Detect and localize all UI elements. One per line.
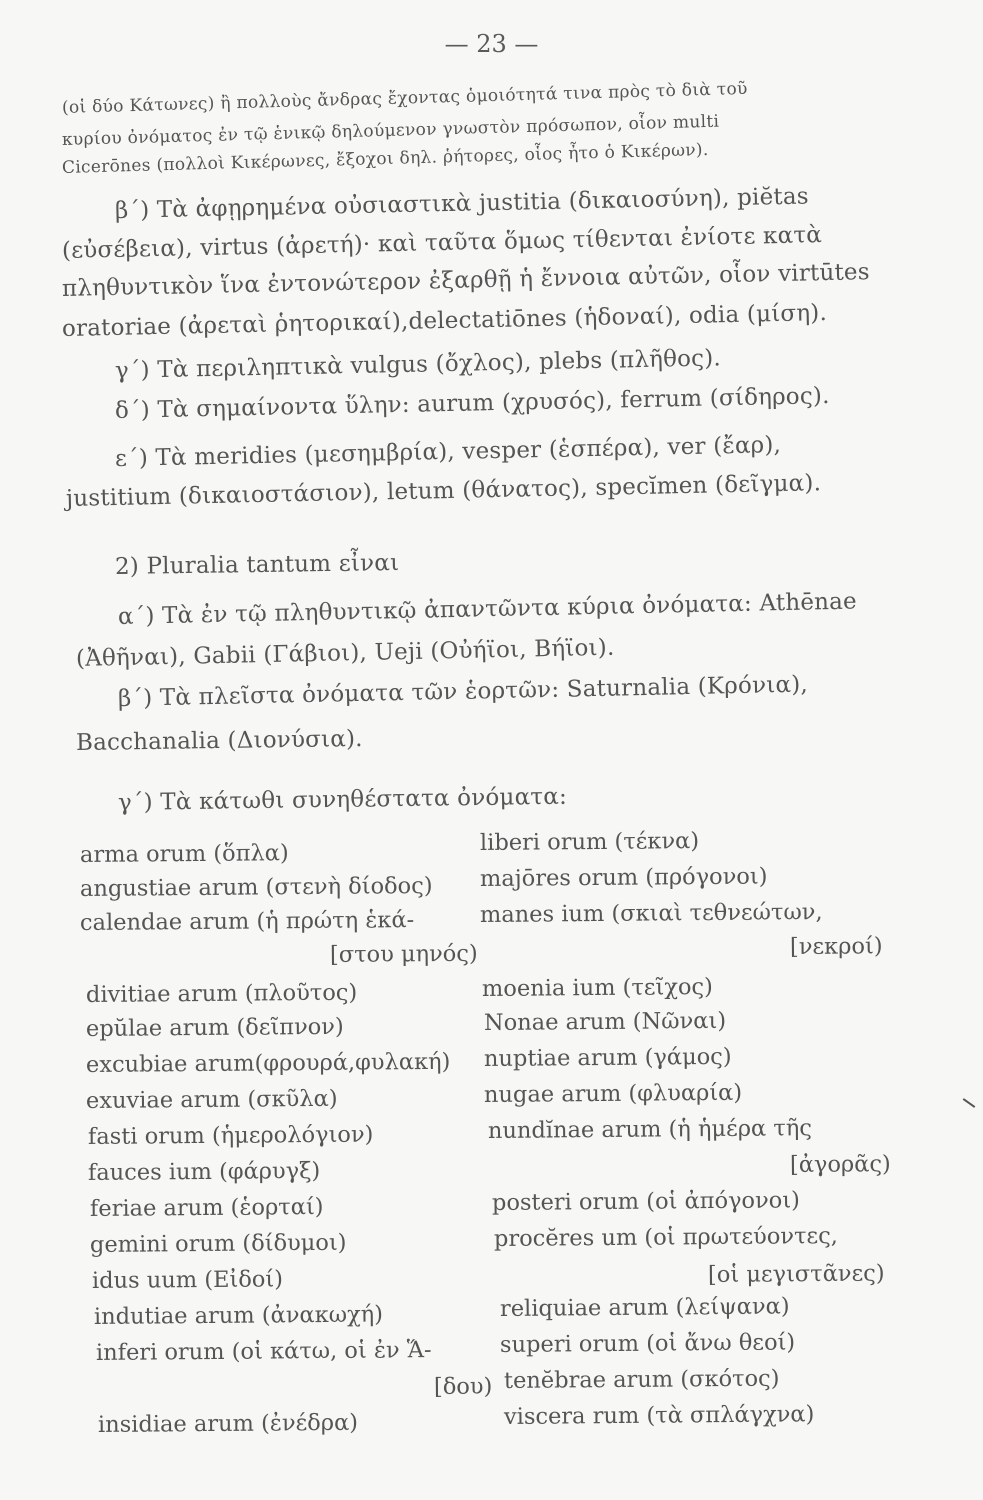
word-list-item: angustiae arum (στενὴ δίοδος) bbox=[79, 872, 433, 902]
paragraph-line: ε΄) Τὰ meridies (μεσημβρία), vesper (ἑσπέρα), ver (ἔαρ), bbox=[114, 432, 782, 472]
paragraph-line: β΄) Τὰ ἀφῃρημένα οὐσιαστικὰ justitia (δικαιοσύνη), piĕtas bbox=[114, 183, 810, 224]
word-list-item: viscera rum (τὰ σπλάγχνα) bbox=[503, 1401, 815, 1430]
paragraph-line: α΄) Τὰ ἐν τῷ πληθυντικῷ ἀπαντῶντα κύρια ὀνόματα: Athēnae bbox=[117, 588, 858, 630]
word-list-item: manes ium (σκιαὶ τεθνεώτων, bbox=[479, 899, 823, 928]
word-list-item: [ἀγορᾶς) bbox=[789, 1151, 891, 1178]
word-list-item: posteri orum (οἱ ἀπόγονοι) bbox=[491, 1187, 800, 1216]
paragraph-line: oratoriae (ἀρεταὶ ῥητορικαί),delectatiōnes (ἡδοναί), odia (μίση). bbox=[61, 299, 828, 342]
word-list-item: [οἱ μεγιστᾶνες) bbox=[707, 1260, 885, 1288]
word-list-item: [δου) bbox=[433, 1373, 493, 1400]
word-list-item: [νεκροί) bbox=[789, 933, 883, 960]
word-list-item: exuviae arum (σκῦλα) bbox=[85, 1085, 338, 1114]
word-list-item: [στου μηνός) bbox=[329, 940, 478, 968]
paragraph-line: β΄) Τὰ πλεῖστα ὀνόματα τῶν ἑορτῶν: Saturnalia (Κρόνια), bbox=[117, 671, 809, 712]
word-list-item: Nonae arum (Νῶναι) bbox=[483, 1007, 727, 1036]
word-list-item: arma orum (ὅπλα) bbox=[79, 840, 289, 868]
paragraph-line: (εὐσέβεια), virtus (ἀρετή)· καὶ ταῦτα ὅμως τίθενται ἐνίοτε κατὰ bbox=[61, 222, 823, 264]
word-list-item: nundĭnae arum (ἡ ἡμέρα τῆς bbox=[487, 1115, 812, 1144]
word-list-item: nugae arum (φλυαρία) bbox=[483, 1079, 743, 1108]
word-list-item: reliquiae arum (λείψανα) bbox=[499, 1293, 790, 1322]
word-list-item: gemini orum (δίδυμοι) bbox=[89, 1229, 347, 1258]
paragraph-line: δ΄) Τὰ σημαίνοντα ὕλην: aurum (χρυσός), ferrum (σίδηρος). bbox=[114, 383, 830, 424]
word-list-item: liberi orum (τέκνα) bbox=[479, 828, 700, 856]
paragraph-line: πληθυντικὸν ἵνα ἐντονώτερον ἐξαρθῇ ἡ ἔννοια αὐτῶν, οἷον virtūtes bbox=[61, 259, 870, 302]
section-heading: 2) Pluralia tantum εἶναι bbox=[114, 550, 400, 580]
intro-line: Cicerōnes (πολλοὶ Κικέρωνες, ἔξοχοι δηλ. ῥήτορες, οἷος ἦτο ὁ Κικέρων). bbox=[61, 139, 709, 178]
word-list-item: divitiae arum (πλοῦτος) bbox=[85, 979, 358, 1008]
word-list-item: superi orum (οἱ ἄνω θεοί) bbox=[499, 1329, 796, 1358]
margin-mark bbox=[963, 1098, 976, 1108]
word-list-item: insidiae arum (ἐνέδρα) bbox=[97, 1409, 359, 1438]
intro-line: κυρίου ὀνόματος ἐν τῷ ἑνικῷ δηλούμενον γνωστὸν πρόσωπον, οἷον multi bbox=[61, 111, 720, 150]
word-list-item: indutiae arum (ἀνακωχή) bbox=[93, 1301, 384, 1330]
word-list-item: majōres orum (πρόγονοι) bbox=[479, 863, 768, 892]
word-list-item: fauces ium (φάρυγξ) bbox=[87, 1157, 321, 1186]
word-list-item: moenia ium (τεῖχος) bbox=[481, 973, 713, 1002]
paragraph-line: Bacchanalia (Διονύσια). bbox=[75, 725, 363, 756]
word-list-item: procĕres um (οἱ πρωτεύοντες, bbox=[493, 1222, 839, 1252]
word-list-item: nuptiae arum (γάμος) bbox=[483, 1043, 732, 1072]
paragraph-line: γ΄) Τὰ κάτωθι συνηθέστατα ὀνόματα: bbox=[117, 783, 568, 816]
word-list-item: idus uum (Εἰδοί) bbox=[91, 1266, 284, 1294]
word-list-item: feriae arum (ἑορταί) bbox=[89, 1193, 324, 1222]
word-list-item: inferi orum (οἱ κάτω, οἱ ἐν Ἅ- bbox=[95, 1337, 432, 1366]
page-number: — 23 — bbox=[444, 30, 539, 58]
intro-line: (οἱ δύο Κάτωνες) ἢ πολλοὺς ἄνδρας ἔχοντας ὁμοιότητά τινα πρὸς τὸ διὰ τοῦ bbox=[61, 78, 748, 118]
word-list-item: excubiae arum(φρουρά,φυλακή) bbox=[85, 1048, 451, 1078]
paragraph-line: justitium (δικαιοστάσιον), letum (θάνατος), specĭmen (δεῖγμα). bbox=[65, 470, 822, 512]
word-list-item: calendae arum (ἡ πρώτη ἑκά- bbox=[79, 907, 415, 936]
paragraph-line: (Ἀθῆναι), Gabii (Γάβιοι), Ueji (Οὐήϊοι, Βήϊοι). bbox=[75, 634, 615, 672]
word-list-item: tenĕbrae arum (σκότος) bbox=[503, 1365, 780, 1394]
word-list-item: fasti orum (ἡμερολόγιον) bbox=[87, 1121, 374, 1150]
word-list-item: epŭlae arum (δεῖπνον) bbox=[85, 1013, 344, 1042]
paragraph-line: γ΄) Τὰ περιληπτικὰ vulgus (ὄχλος), plebs (πλῆθος). bbox=[114, 345, 722, 384]
